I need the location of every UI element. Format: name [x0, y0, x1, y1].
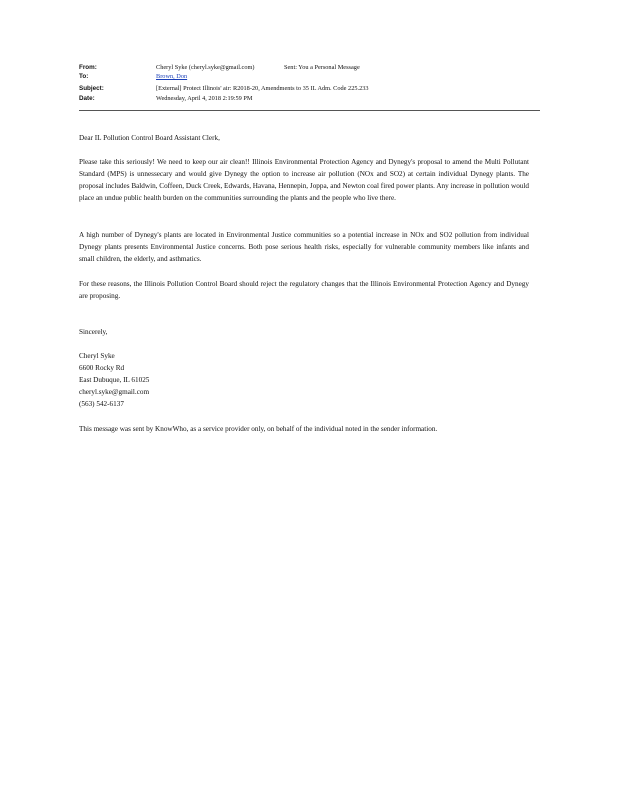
- paragraph-3: [79, 278, 529, 302]
- date-value: Wednesday, April 4, 2018 2:19:59 PM: [156, 95, 253, 102]
- footer-note: [79, 423, 529, 435]
- signature-email: cheryl.syke@gmail.com: [79, 388, 150, 396]
- paragraph-1-text: Please take this seriously! We need to keep our air clean!! Illinois Environmental Protection Agency and Dynegy's proposal to amend the Multi Pollutant Standard (MPS) is unnessecary and would give Dynegy the option to increase air pollution (NOx and SO2) at certain individual Dynegy plants. The proposal includes Baldwin, Coffeen, Duck Creek, Edwards, Havana, Hennepin, Joppa, and Newton coal fired power plants. Any increase in pollution would place an undue public health burden on the communities surrounding the plants and the people who live there.: [79, 158, 529, 202]
- to-recipient-link[interactable]: Brown, Don: [156, 73, 188, 80]
- signature-city: East Dubuque, IL 61025: [79, 376, 150, 384]
- from-value: Cheryl Syke (cheryl.syke@gmail.com): [156, 64, 255, 71]
- signature-block: [79, 350, 529, 410]
- from-label: From:: [79, 64, 97, 71]
- paragraph-2-text: A high number of Dynegy's plants are located in Environmental Justice communities so a potential increase in NOx and SO2 pollution from individual Dynegy plants presents Environmental Justice concerns. Both pose serious health risks, especially for vulnerable community members like infants and small children, the elderly, and asthmatics.: [79, 231, 529, 263]
- signature-street: 6600 Rocky Rd: [79, 364, 125, 372]
- salutation: [79, 132, 529, 144]
- salutation-text: Dear IL Pollution Control Board Assistant Clerk,: [79, 134, 220, 142]
- subject-label: Subject:: [79, 85, 104, 92]
- subject-value: [External] Protect Illinois' air: R2018-20, Amendments to 35 IL Adm. Code 225.233: [156, 85, 369, 92]
- paragraph-2: [79, 229, 529, 265]
- sent-text: Sent: You a Personal Message: [284, 64, 360, 71]
- date-label: Date:: [79, 95, 95, 102]
- paragraph-3-text: For these reasons, the Illinois Pollution Control Board should reject the regulatory changes that the Illinois Environmental Protection Agency and Dynegy are proposing.: [79, 280, 529, 300]
- footer-note-text: This message was sent by KnowWho, as a service provider only, on behalf of the individual noted in the sender information.: [79, 425, 438, 433]
- closing-text: Sincerely,: [79, 328, 108, 336]
- signature-phone: (563) 542-6137: [79, 400, 124, 408]
- closing: [79, 326, 529, 338]
- sent-row: [284, 64, 360, 72]
- signature-name: Cheryl Syke: [79, 352, 115, 360]
- paragraph-1: [79, 156, 529, 204]
- to-label: To:: [79, 73, 89, 80]
- header-divider: [79, 110, 540, 111]
